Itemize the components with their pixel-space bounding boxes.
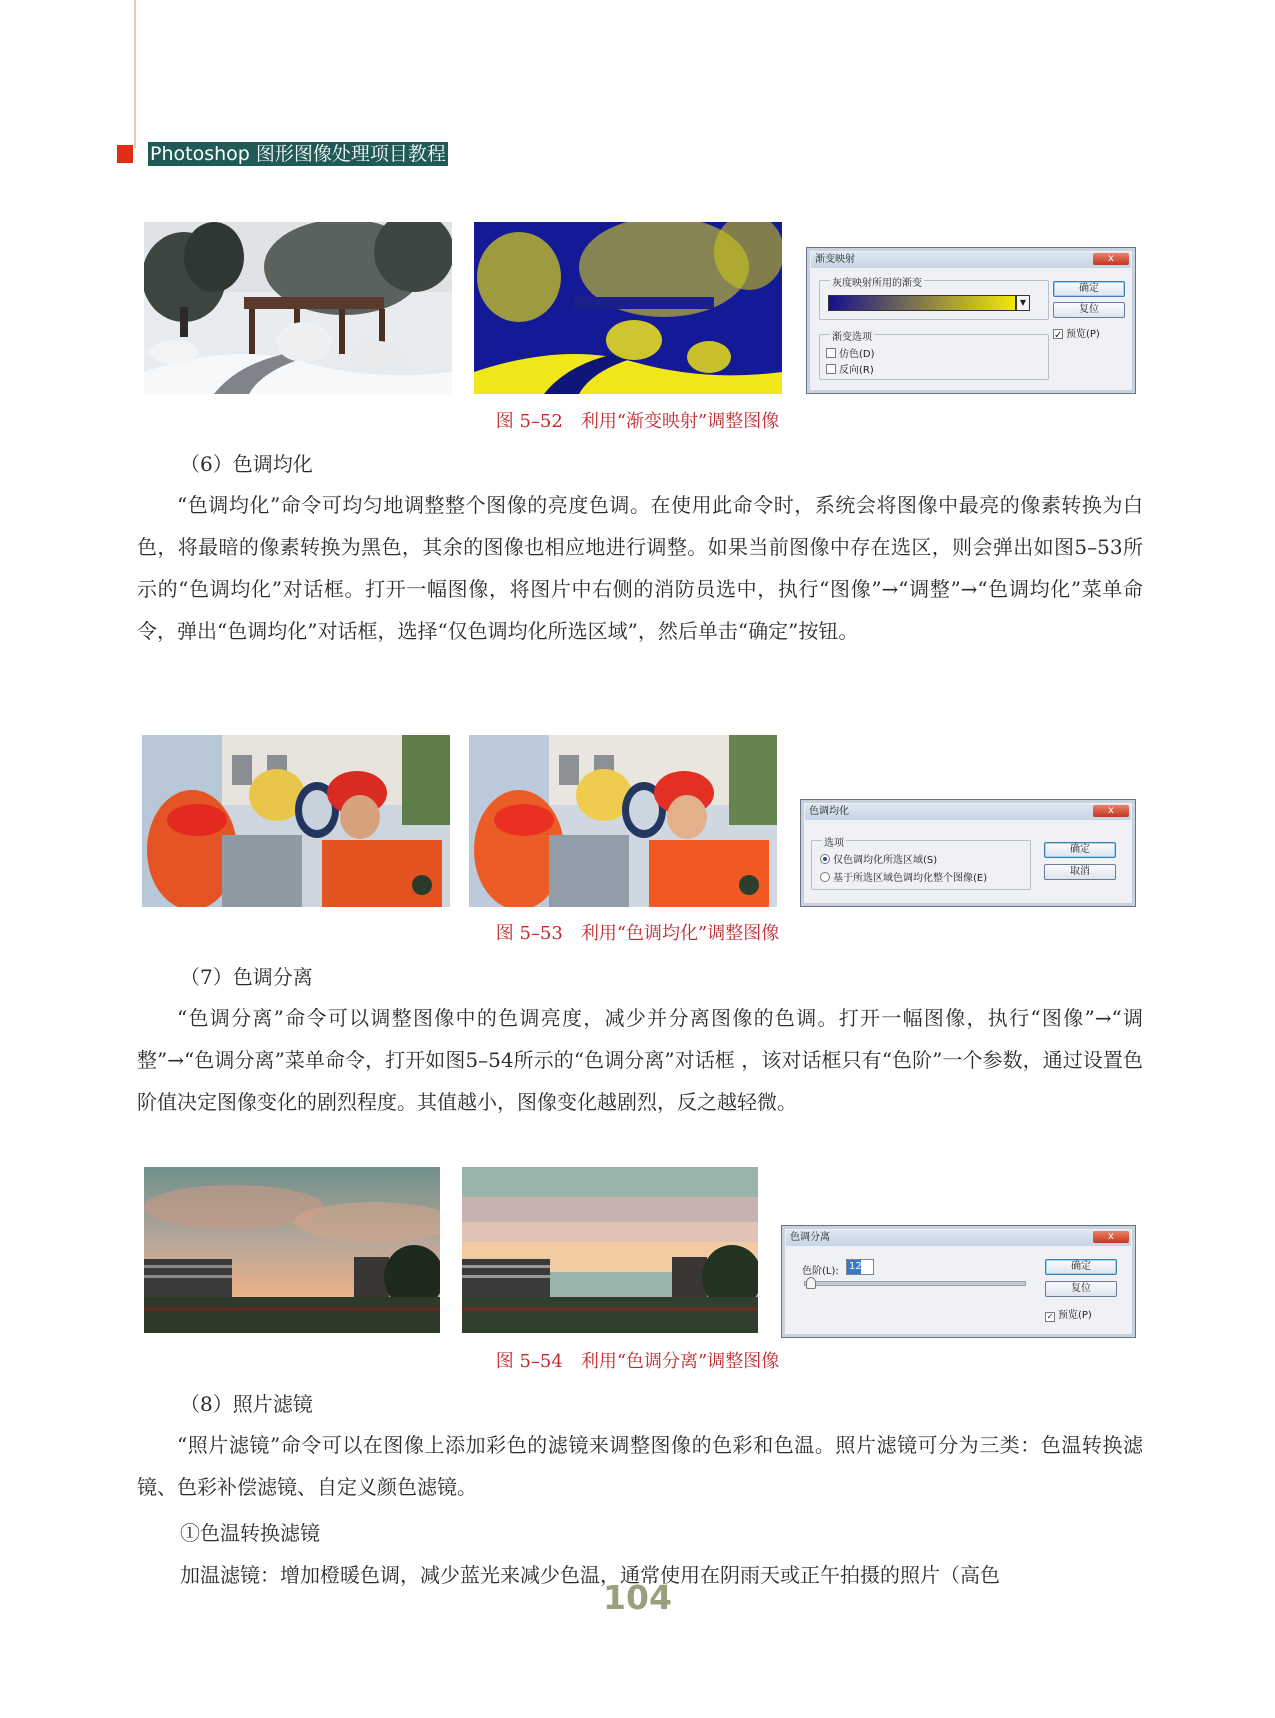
selection-only-radio[interactable] (820, 851, 937, 866)
whole-image-radio[interactable] (820, 869, 987, 884)
figure-caption: 图 5–52 利用“渐变映射”调整图像 (495, 411, 780, 432)
paragraph: “色调均化”命令可均匀地调整整个图像的亮度色调。在使用此命令时，系统会将图像中最亮的像素转换为白色，将最暗的像素转换为黑色，其余的图像也相应地进行调整。如果当前图像中存在选区，则会弹出如图5–53所示的“色调均化”对话框。打开一幅图像，将图片中右侧的消防员选中，执行“图像”→“调整”→“色调均化”菜单命令，弹出“色调均化”对话框，选择“仅色调均化所选区域”，然后单击“确定”按钮。 (137, 493, 1143, 643)
cancel-button[interactable]: 取消 (1044, 864, 1116, 880)
options-group-label: 选项 (822, 834, 846, 849)
levels-label: 色阶(L): (802, 1266, 839, 1277)
gradient-options-label: 渐变选项 (830, 328, 874, 343)
paragraph: “照片滤镜”命令可以在图像上添加彩色的滤镜来调整图像的色彩和色温。照片滤镜可分为三类：色温转换滤镜、色彩补偿滤镜、自定义颜色滤镜。 (137, 1433, 1143, 1499)
close-button[interactable]: x (1093, 253, 1129, 265)
options-group (811, 840, 1031, 890)
dialog-title: 色调分离 (786, 1230, 1131, 1246)
list-heading: ①色温转换滤镜 (180, 1521, 320, 1545)
preview-checkbox[interactable]: ✓ 预览(P) (1046, 1310, 1092, 1321)
levels-slider-thumb[interactable] (806, 1277, 816, 1289)
body-line: 加温滤镜：增加橙暖色调，减少蓝光来减少色温，通常使用在阴雨天或正午拍摄的照片（高色 (180, 1563, 1000, 1587)
equalized-photo (469, 735, 777, 907)
gradient-group-label: 灰度映射所用的渐变 (830, 274, 924, 289)
section-heading: （7）色调分离 (180, 965, 313, 989)
margin-rule (134, 0, 136, 148)
preview-label: 预览(P) (1066, 329, 1100, 340)
ok-button[interactable]: 确定 (1044, 842, 1116, 858)
gradient-group (819, 280, 1049, 320)
dialog-title: 渐变映射 (811, 252, 1131, 268)
preview-checkbox[interactable]: ✓ 预览(P) (1054, 329, 1100, 341)
ok-button[interactable]: 确定 (1045, 1259, 1117, 1275)
ok-button[interactable]: 确定 (1053, 281, 1125, 297)
reset-button[interactable]: 复位 (1053, 302, 1125, 318)
close-button[interactable]: x (1093, 1231, 1129, 1243)
section-heading: （6）色调均化 (180, 452, 313, 476)
gradient-preview[interactable] (828, 295, 1016, 311)
section-heading: （8）照片滤镜 (180, 1392, 313, 1416)
header-marker (117, 145, 133, 163)
snow-garden-photo (144, 222, 452, 394)
preview-label: 预览(P) (1058, 1310, 1092, 1321)
gradient-mapped-photo (474, 222, 782, 394)
selection-only-label: 仅色调均化所选区域(S) (833, 855, 938, 866)
reset-button[interactable]: 复位 (1045, 1281, 1117, 1297)
sunset-photo (144, 1167, 440, 1333)
reverse-checkbox[interactable] (826, 361, 874, 376)
figure-caption: 图 5–54 利用“色调分离”调整图像 (495, 1351, 780, 1372)
levels-slider-track[interactable] (804, 1281, 1026, 1286)
reverse-label: 反向(R) (839, 365, 874, 376)
gradient-map-dialog (806, 247, 1136, 394)
posterize-dialog (781, 1225, 1136, 1338)
page-number: 104 (603, 1578, 672, 1617)
posterized-photo (462, 1167, 758, 1333)
book-title: Photoshop 图形图像处理项目教程 (150, 143, 446, 165)
figure-caption: 图 5–53 利用“色调均化”调整图像 (495, 923, 780, 944)
dither-label: 仿色(D) (839, 349, 875, 360)
close-button[interactable]: x (1093, 805, 1129, 817)
levels-input[interactable]: 12 (846, 1259, 874, 1275)
firefighters-photo (142, 735, 450, 907)
dither-checkbox[interactable] (826, 345, 875, 360)
whole-image-label: 基于所选区域色调均化整个图像(E) (833, 873, 988, 884)
paragraph: “色调分离”命令可以调整图像中的色调亮度，减少并分离图像的色调。打开一幅图像，执行“图像”→“调整”→“色调分离”菜单命令，打开如图5–54所示的“色调分离”对话框 ，该对话框只有“色阶”一个参数，通过设置色阶值决定图像变化的剧烈程度。其值越小，图像变化越剧烈，反之越轻微。 (137, 1006, 1143, 1114)
dialog-title: 色调均化 (805, 804, 1131, 820)
equalize-dialog (800, 799, 1136, 907)
gradient-options-group (819, 334, 1049, 380)
chevron-down-icon[interactable]: ▼ (1016, 295, 1030, 311)
